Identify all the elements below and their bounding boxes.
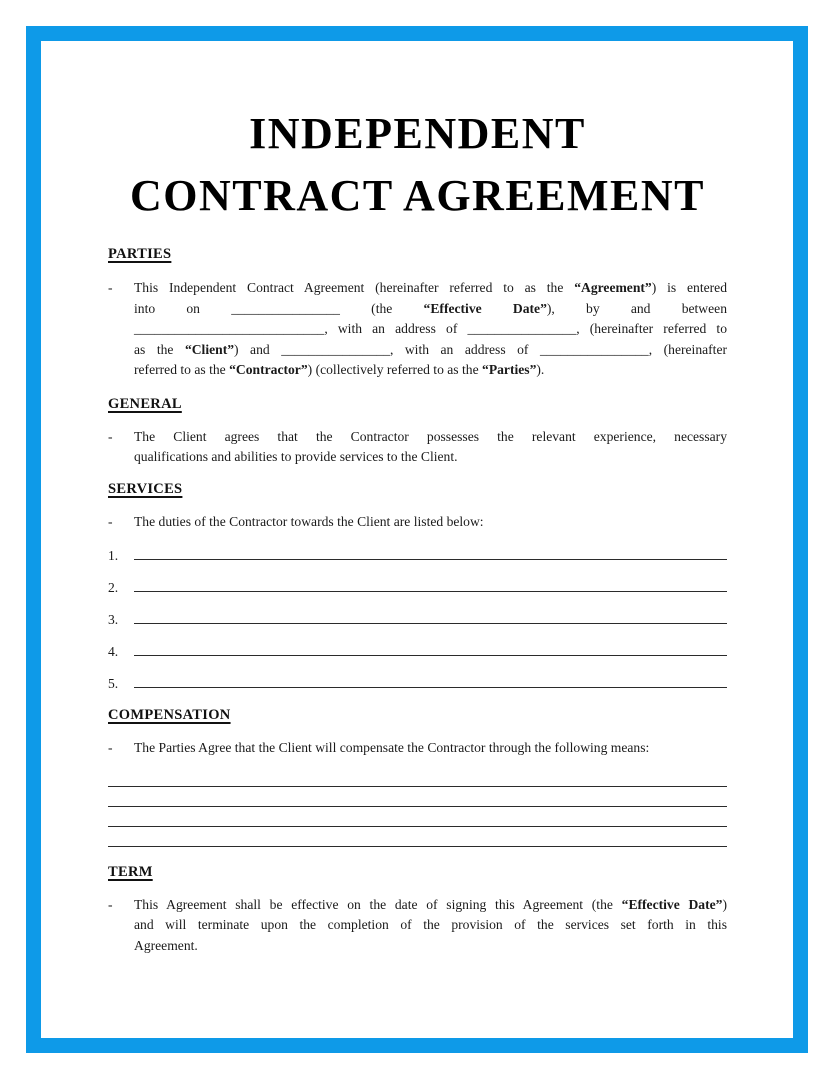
compensation-paragraph-text	[134, 738, 727, 759]
text-line: qualifications and abilities to provide services to the Client.	[134, 449, 458, 464]
text-line: The duties of the Contractor towards the Client are listed below:	[134, 513, 484, 529]
text-line: This Independent Contract Agreement (hereinafter referred to as the “Agreement”) is entered	[134, 280, 727, 295]
section-heading-services: SERVICES	[108, 480, 183, 497]
document-title-line-2: CONTRACT AGREEMENT	[129, 171, 706, 220]
document-title-line-1: INDEPENDENT	[249, 109, 586, 158]
service-line-item	[108, 660, 727, 692]
text-line: The Parties Agree that the Client will compensate the Contractor through the following means:	[134, 740, 650, 755]
bullet-dash: -	[108, 428, 113, 444]
text-line: into on ________________ (the “Effective Date”), by and between	[134, 300, 727, 316]
service-line-number: 3.	[108, 612, 119, 627]
text-line: and will terminate upon the completion of the provision of the services set forth in this	[134, 917, 727, 932]
bullet-dash: -	[108, 896, 113, 912]
bullet-dash: -	[108, 740, 113, 755]
term-paragraph	[108, 895, 727, 957]
text-line: ____________________________, with an address of ________________, (hereinafter referred to	[134, 321, 728, 336]
section-heading-term: TERM	[108, 863, 153, 880]
compensation-blank-line[interactable]	[108, 827, 727, 847]
service-line-number: 1.	[108, 548, 119, 563]
service-line-item	[108, 532, 727, 564]
service-line-item	[108, 628, 727, 660]
compensation-blank-line[interactable]	[108, 807, 727, 827]
compensation-blank-line[interactable]	[108, 767, 727, 787]
service-line-item	[108, 564, 727, 596]
compensation-blank-line[interactable]	[108, 787, 727, 807]
service-line-number: 5.	[108, 676, 119, 691]
service-line-number: 2.	[108, 580, 119, 595]
text-line: The Client agrees that the Contractor possesses the relevant experience, necessary	[134, 428, 727, 444]
text-line: Agreement.	[134, 937, 198, 953]
compensation-paragraph	[108, 738, 727, 759]
text-line: as the “Client”) and ________________, with an address of ________________, (hereinafter	[134, 341, 728, 357]
general-paragraph-text	[134, 427, 727, 468]
service-blank-line[interactable]	[134, 591, 727, 592]
service-blank-line[interactable]	[134, 559, 727, 560]
section-heading-general: GENERAL	[108, 395, 182, 412]
services-paragraph	[108, 512, 727, 533]
compensation-blank-lines	[108, 767, 727, 847]
services-paragraph-text	[134, 512, 727, 533]
parties-paragraph-text	[134, 278, 727, 381]
term-paragraph-text	[134, 895, 727, 957]
services-numbered-list	[108, 532, 727, 692]
bullet-dash: -	[108, 513, 113, 529]
parties-paragraph	[108, 278, 727, 381]
section-heading-parties: PARTIES	[108, 246, 172, 262]
text-line: referred to as the “Contractor”) (collectively referred to as the “Parties”).	[134, 362, 545, 377]
service-blank-line[interactable]	[134, 687, 727, 688]
service-blank-line[interactable]	[134, 623, 727, 624]
page-border-frame	[26, 26, 808, 1053]
section-heading-compensation: COMPENSATION	[108, 707, 231, 723]
document-title	[108, 103, 727, 227]
bullet-dash: -	[108, 280, 113, 295]
text-line: This Agreement shall be effective on the date of signing this Agreement (the “Effective Date”)	[134, 896, 727, 912]
general-paragraph	[108, 427, 727, 468]
service-line-item	[108, 596, 727, 628]
service-blank-line[interactable]	[134, 655, 727, 656]
page-content	[108, 41, 727, 956]
service-line-number: 4.	[108, 644, 119, 659]
